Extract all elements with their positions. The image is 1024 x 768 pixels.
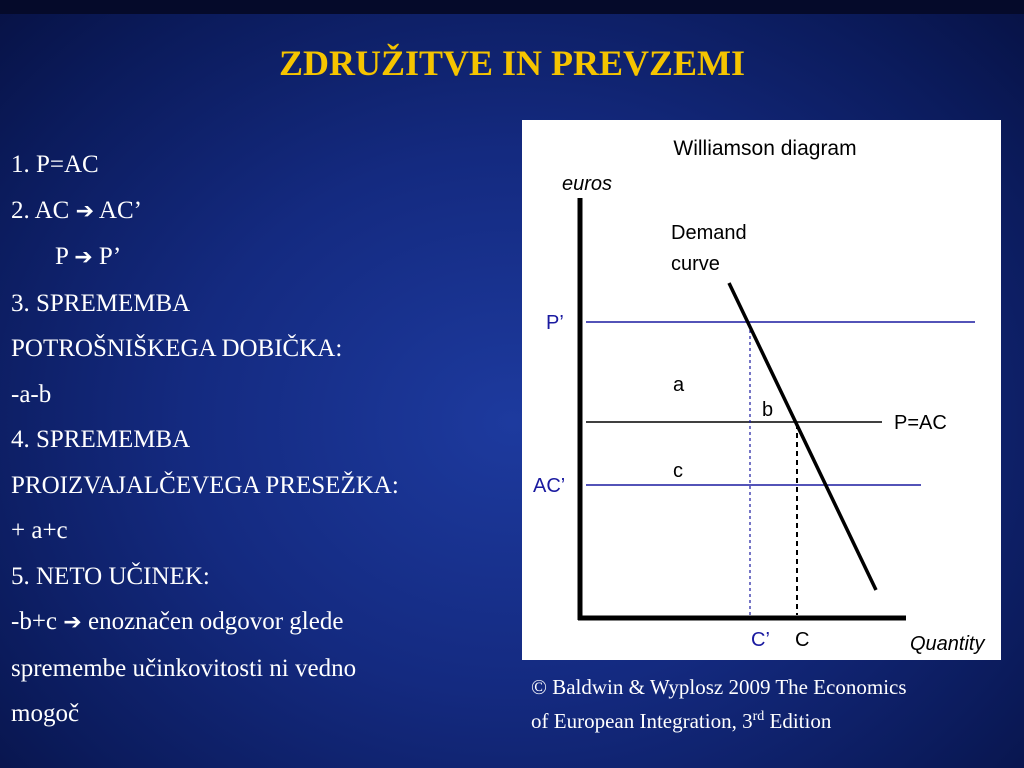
list-item: spremembe učinkovitosti ni vedno (11, 654, 357, 682)
list-item: 5. NETO UČINEK: (11, 562, 210, 590)
demand-label: Demand (671, 222, 747, 244)
diagram-title: Williamson diagram (673, 137, 857, 160)
list-item (11, 234, 511, 281)
c-label: C (795, 629, 810, 651)
citation-text: Edition (764, 709, 832, 733)
list-item: mogoč (11, 700, 80, 727)
list-item: -a-b (11, 380, 52, 408)
list-item: PROIZVAJALČEVEGA PRESEŽKA: (11, 471, 399, 499)
area-b-label: b (762, 399, 774, 421)
right-arrow-icon: ➔ (75, 198, 95, 224)
c-prime-label: C’ (751, 629, 770, 651)
citation-line (531, 702, 1011, 736)
list-item-text: P (55, 243, 68, 270)
ac-prime-label: AC’ (533, 475, 566, 497)
list-item: 3. SPREMEMBA (11, 289, 191, 317)
williamson-diagram (522, 120, 1001, 660)
diagram-canvas (522, 120, 1001, 660)
right-arrow-icon: ➔ (74, 245, 93, 270)
x-axis-label: Quantity (910, 633, 985, 655)
list-item: 4. SPREMEMBA (11, 426, 191, 453)
citation-superscript: rd (752, 709, 765, 724)
top-bar (0, 0, 1024, 14)
list-item (11, 188, 511, 235)
slide-title: ZDRUŽITVE IN PREVZEMI (278, 43, 746, 83)
citation-text: of European Integration, 3 (531, 709, 753, 733)
list-item-text: 2. AC (11, 196, 70, 224)
right-arrow-icon: ➔ (63, 610, 82, 635)
bullet-list (11, 142, 511, 737)
area-a-label: a (673, 374, 685, 396)
area-c-label: c (673, 460, 683, 482)
list-item-text: P’ (98, 243, 122, 270)
list-item: POTROŠNIŠKEGA DOBIČKA: (11, 335, 343, 362)
list-item-text: -b+c (11, 608, 58, 635)
demand-label: curve (671, 253, 720, 275)
list-item: 1. P=AC (11, 151, 99, 178)
y-axis-label: euros (562, 173, 613, 195)
list-item: + a+c (11, 517, 68, 544)
citation-line: © Baldwin & Wyplosz 2009 The Economics (531, 675, 907, 699)
list-item (11, 599, 511, 646)
p-prime-label: P’ (546, 312, 564, 334)
list-item-text: AC’ (98, 196, 142, 224)
p-ac-label: P=AC (894, 412, 947, 434)
demand-curve (729, 283, 876, 590)
list-item-text: enoznačen odgovor glede (87, 608, 344, 635)
citation (531, 672, 1011, 736)
